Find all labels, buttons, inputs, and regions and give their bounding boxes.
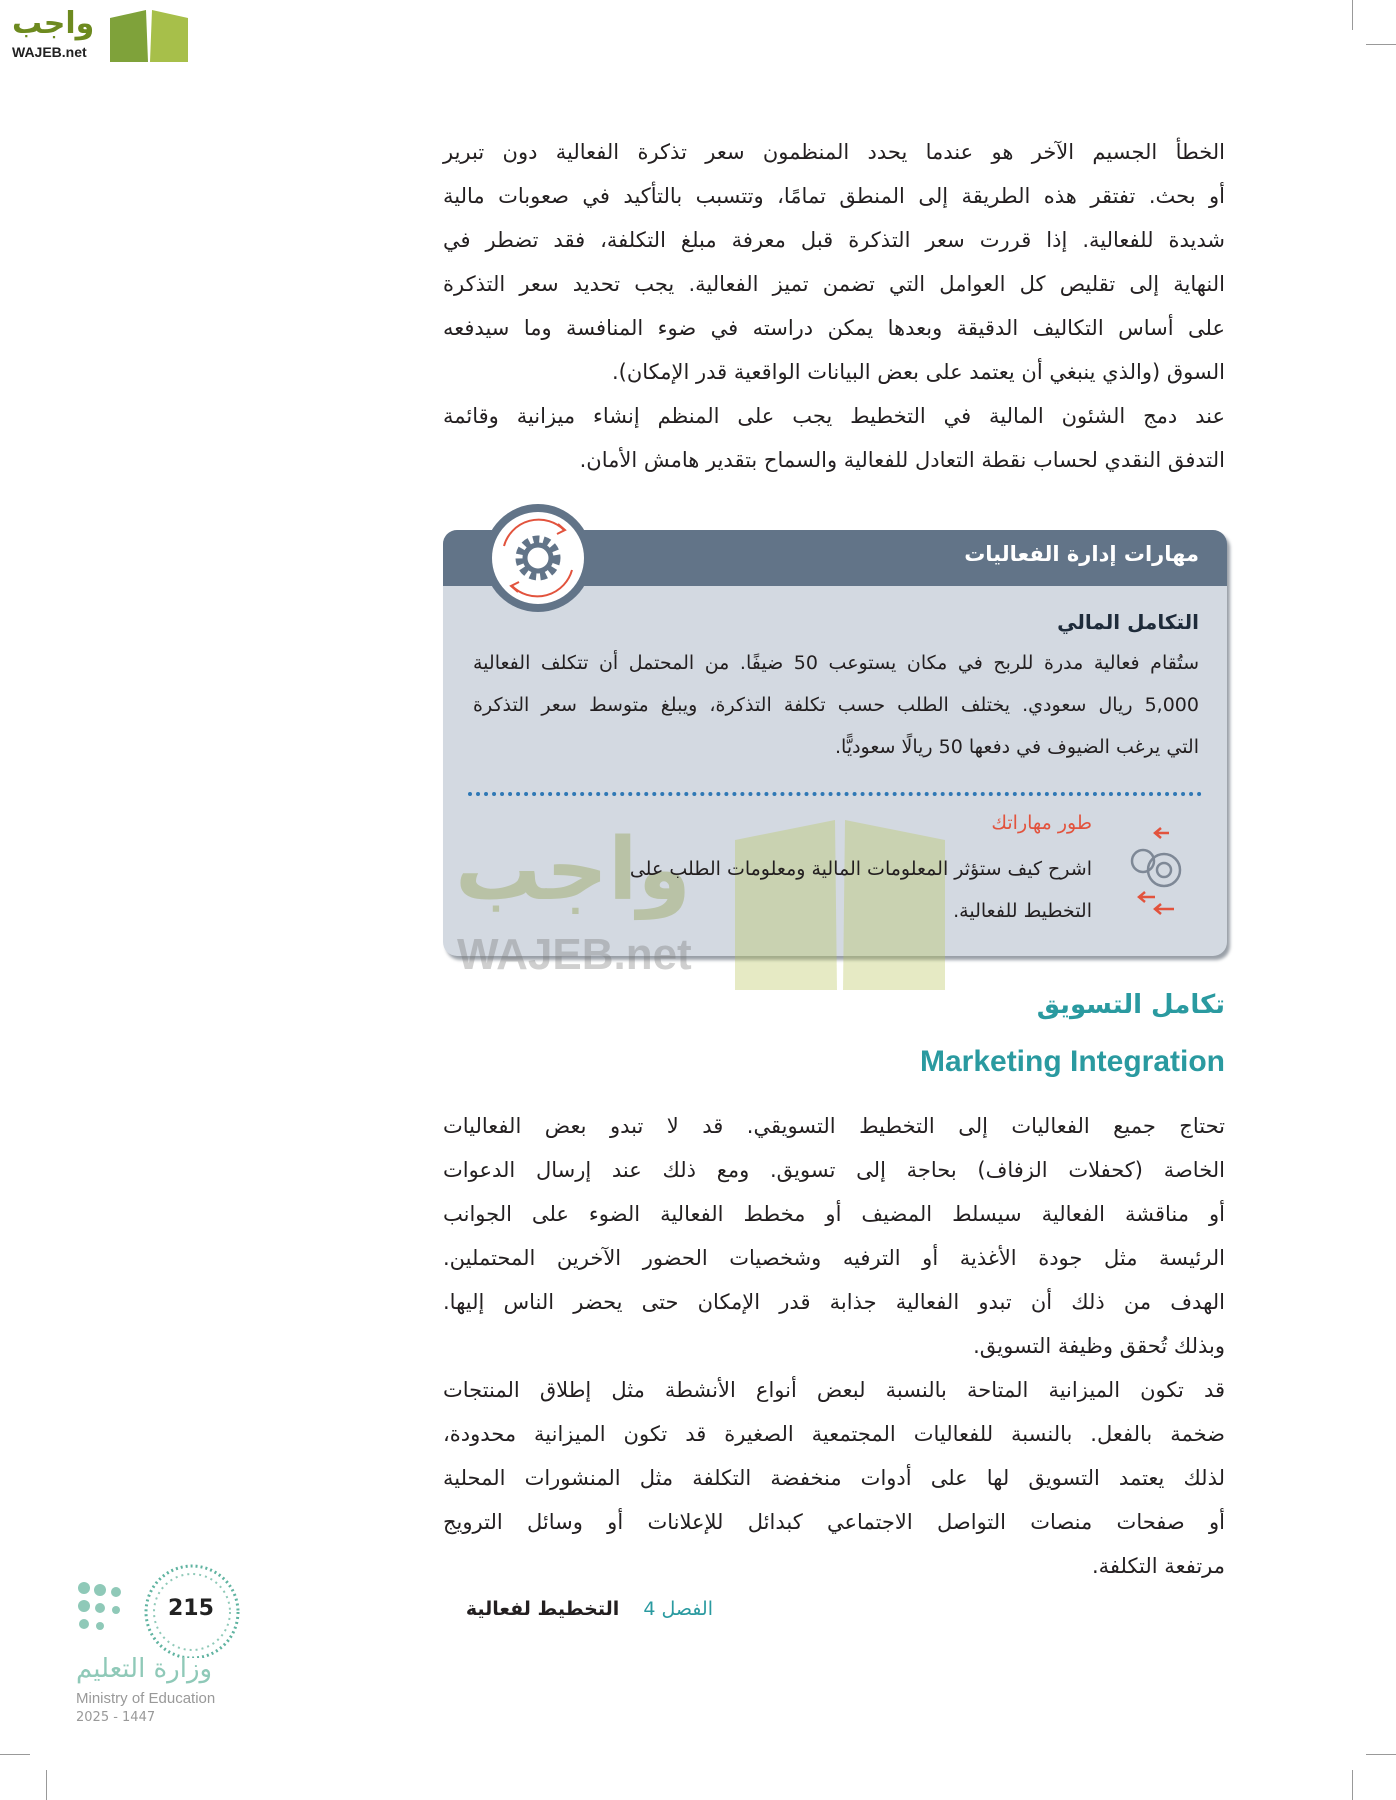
- intro-paragraph-2: [443, 394, 1225, 482]
- text-line: الخطأ الجسيم الآخر هو عندما يحدد المنظمون سعر تذكرة الفعالية دون تبرير: [443, 140, 1225, 164]
- text-line: النهاية إلى تقليص كل العوامل التي تضمن تميز الفعالية. يجب تحديد سعر التذكرة: [443, 272, 1225, 296]
- ministry-logo: [72, 1558, 252, 1728]
- text-line: عند دمج الشئون المالية في التخطيط يجب على المنظم إنشاء ميزانية وقائمة: [443, 404, 1225, 428]
- intro-paragraph-1: [443, 130, 1225, 394]
- gear-cycle-icon: [482, 502, 594, 614]
- gears-arrows-icon: [1119, 825, 1199, 915]
- text-line: الرئيسة مثل جودة الأغذية أو الترفيه وشخصيات الحضور الآخرين المحتملين.: [443, 1246, 1225, 1270]
- text-line: وبذلك تُحقق وظيفة التسويق.: [973, 1334, 1225, 1358]
- text-line: شديدة للفعالية. إذا قررت سعر التذكرة قبل معرفة مبلغ التكلفة، فقد تضطر في: [443, 228, 1225, 252]
- text-line: التدفق النقدي لحساب نقطة التعادل للفعالية والسماح بتقدير هامش الأمان.: [579, 448, 1225, 472]
- text-line: ستُقام فعالية مدرة للربح في مكان يستوعب 50 ضيفًا. من المحتمل أن تتكلف الفعالية: [473, 652, 1199, 674]
- text-line: لذلك يعتمد التسويق لها على أدوات منخفضة التكلفة مثل المنشورات المحلية: [443, 1466, 1225, 1490]
- dotted-divider: [468, 792, 1202, 796]
- page-number: 215: [168, 1596, 214, 1621]
- text-line: أو مناقشة الفعالية سيسلط المضيف أو مخطط الفعالية الضوء على الجوانب: [443, 1202, 1225, 1226]
- develop-skills-text: اشرح كيف ستؤثر المعلومات المالية ومعلومات الطلب على التخطيط للفعالية.: [629, 858, 1092, 922]
- skills-box-header-text: مهارات إدارة الفعاليات: [964, 542, 1199, 566]
- edition-year: 2025 - 1447: [76, 1710, 156, 1725]
- text-line: مرتفعة التكلفة.: [1091, 1554, 1225, 1578]
- text-line: قد تكون الميزانية المتاحة بالنسبة لبعض أنواع الأنشطة مثل إطلاق المنتجات: [443, 1378, 1225, 1402]
- text-line: التي يرغب الضيوف في دفعها 50 ريالًا سعوديًّا.: [834, 736, 1199, 758]
- section-heading-english: Marketing Integration: [919, 1045, 1225, 1078]
- text-line: الخاصة (كحفلات الزفاف) بحاجة إلى تسويق. ومع ذلك عند إرسال الدعوات: [443, 1158, 1225, 1182]
- ministry-dots-icon: [72, 1558, 252, 1658]
- text-line: ضخمة بالفعل. بالنسبة للفعاليات المجتمعية الصغيرة قد تكون الميزانية محدودة،: [443, 1422, 1225, 1446]
- ministry-name-english: Ministry of Education: [76, 1690, 216, 1707]
- chapter-footer: [443, 1598, 713, 1620]
- text-line: على أساس التكاليف الدقيقة وبعدها يمكن دراسته في ضوء المنافسة وما سيدفعه: [443, 316, 1225, 340]
- develop-skills-title: طور مهاراتك: [991, 812, 1092, 834]
- logo-latin: WAJEB.net: [12, 44, 87, 60]
- text-line: السوق (والذي ينبغي أن يعتمد على بعض البيانات الواقعية قدر الإمكان).: [611, 360, 1225, 384]
- text-line: تحتاج جميع الفعاليات إلى التخطيط التسويقي. قد لا تبدو بعض الفعاليات: [443, 1114, 1225, 1138]
- crop-mark: [1352, 1770, 1353, 1800]
- watermark-latin: WAJEB.net: [457, 930, 692, 979]
- crop-mark: [1366, 44, 1396, 45]
- text-line: أو صفحات منصات التواصل الاجتماعي كبدائل للإعلانات أو وسائل الترويج: [443, 1510, 1225, 1534]
- skills-box-text: [473, 642, 1199, 768]
- crop-mark: [46, 1770, 47, 1800]
- crop-mark: [1352, 0, 1353, 30]
- watermark-arabic: واجب: [455, 820, 691, 920]
- chapter-title: التخطيط لفعالية: [465, 1598, 620, 1620]
- chapter-label: الفصل 4: [643, 1598, 713, 1620]
- ministry-name-arabic: وزارة التعليم: [76, 1654, 213, 1684]
- text-line: الهدف من ذلك أن تبدو الفعالية جذابة قدر الإمكان حتى يحضر الناس إليها.: [443, 1290, 1225, 1314]
- book-icon: [106, 6, 192, 66]
- text-line: أو بحث. تفتقر هذه الطريقة إلى المنطق تمامًا، وتتسبب بالتأكيد في صعوبات مالية: [443, 184, 1225, 208]
- logo-arabic: واجب: [12, 6, 95, 41]
- text-line: 5,000 ريال سعودي. يختلف الطلب حسب تكلفة التذكرة، ويبلغ متوسط سعر التذكرة: [473, 694, 1199, 716]
- marketing-paragraph-1: [443, 1104, 1225, 1368]
- section-heading-arabic: تكامل التسويق: [1036, 990, 1225, 1020]
- skills-box-title: التكامل المالي: [1057, 610, 1199, 634]
- wajeb-logo: [8, 6, 190, 66]
- crop-mark: [1366, 1754, 1396, 1755]
- marketing-paragraph-2: [443, 1368, 1225, 1588]
- crop-mark: [0, 1754, 30, 1755]
